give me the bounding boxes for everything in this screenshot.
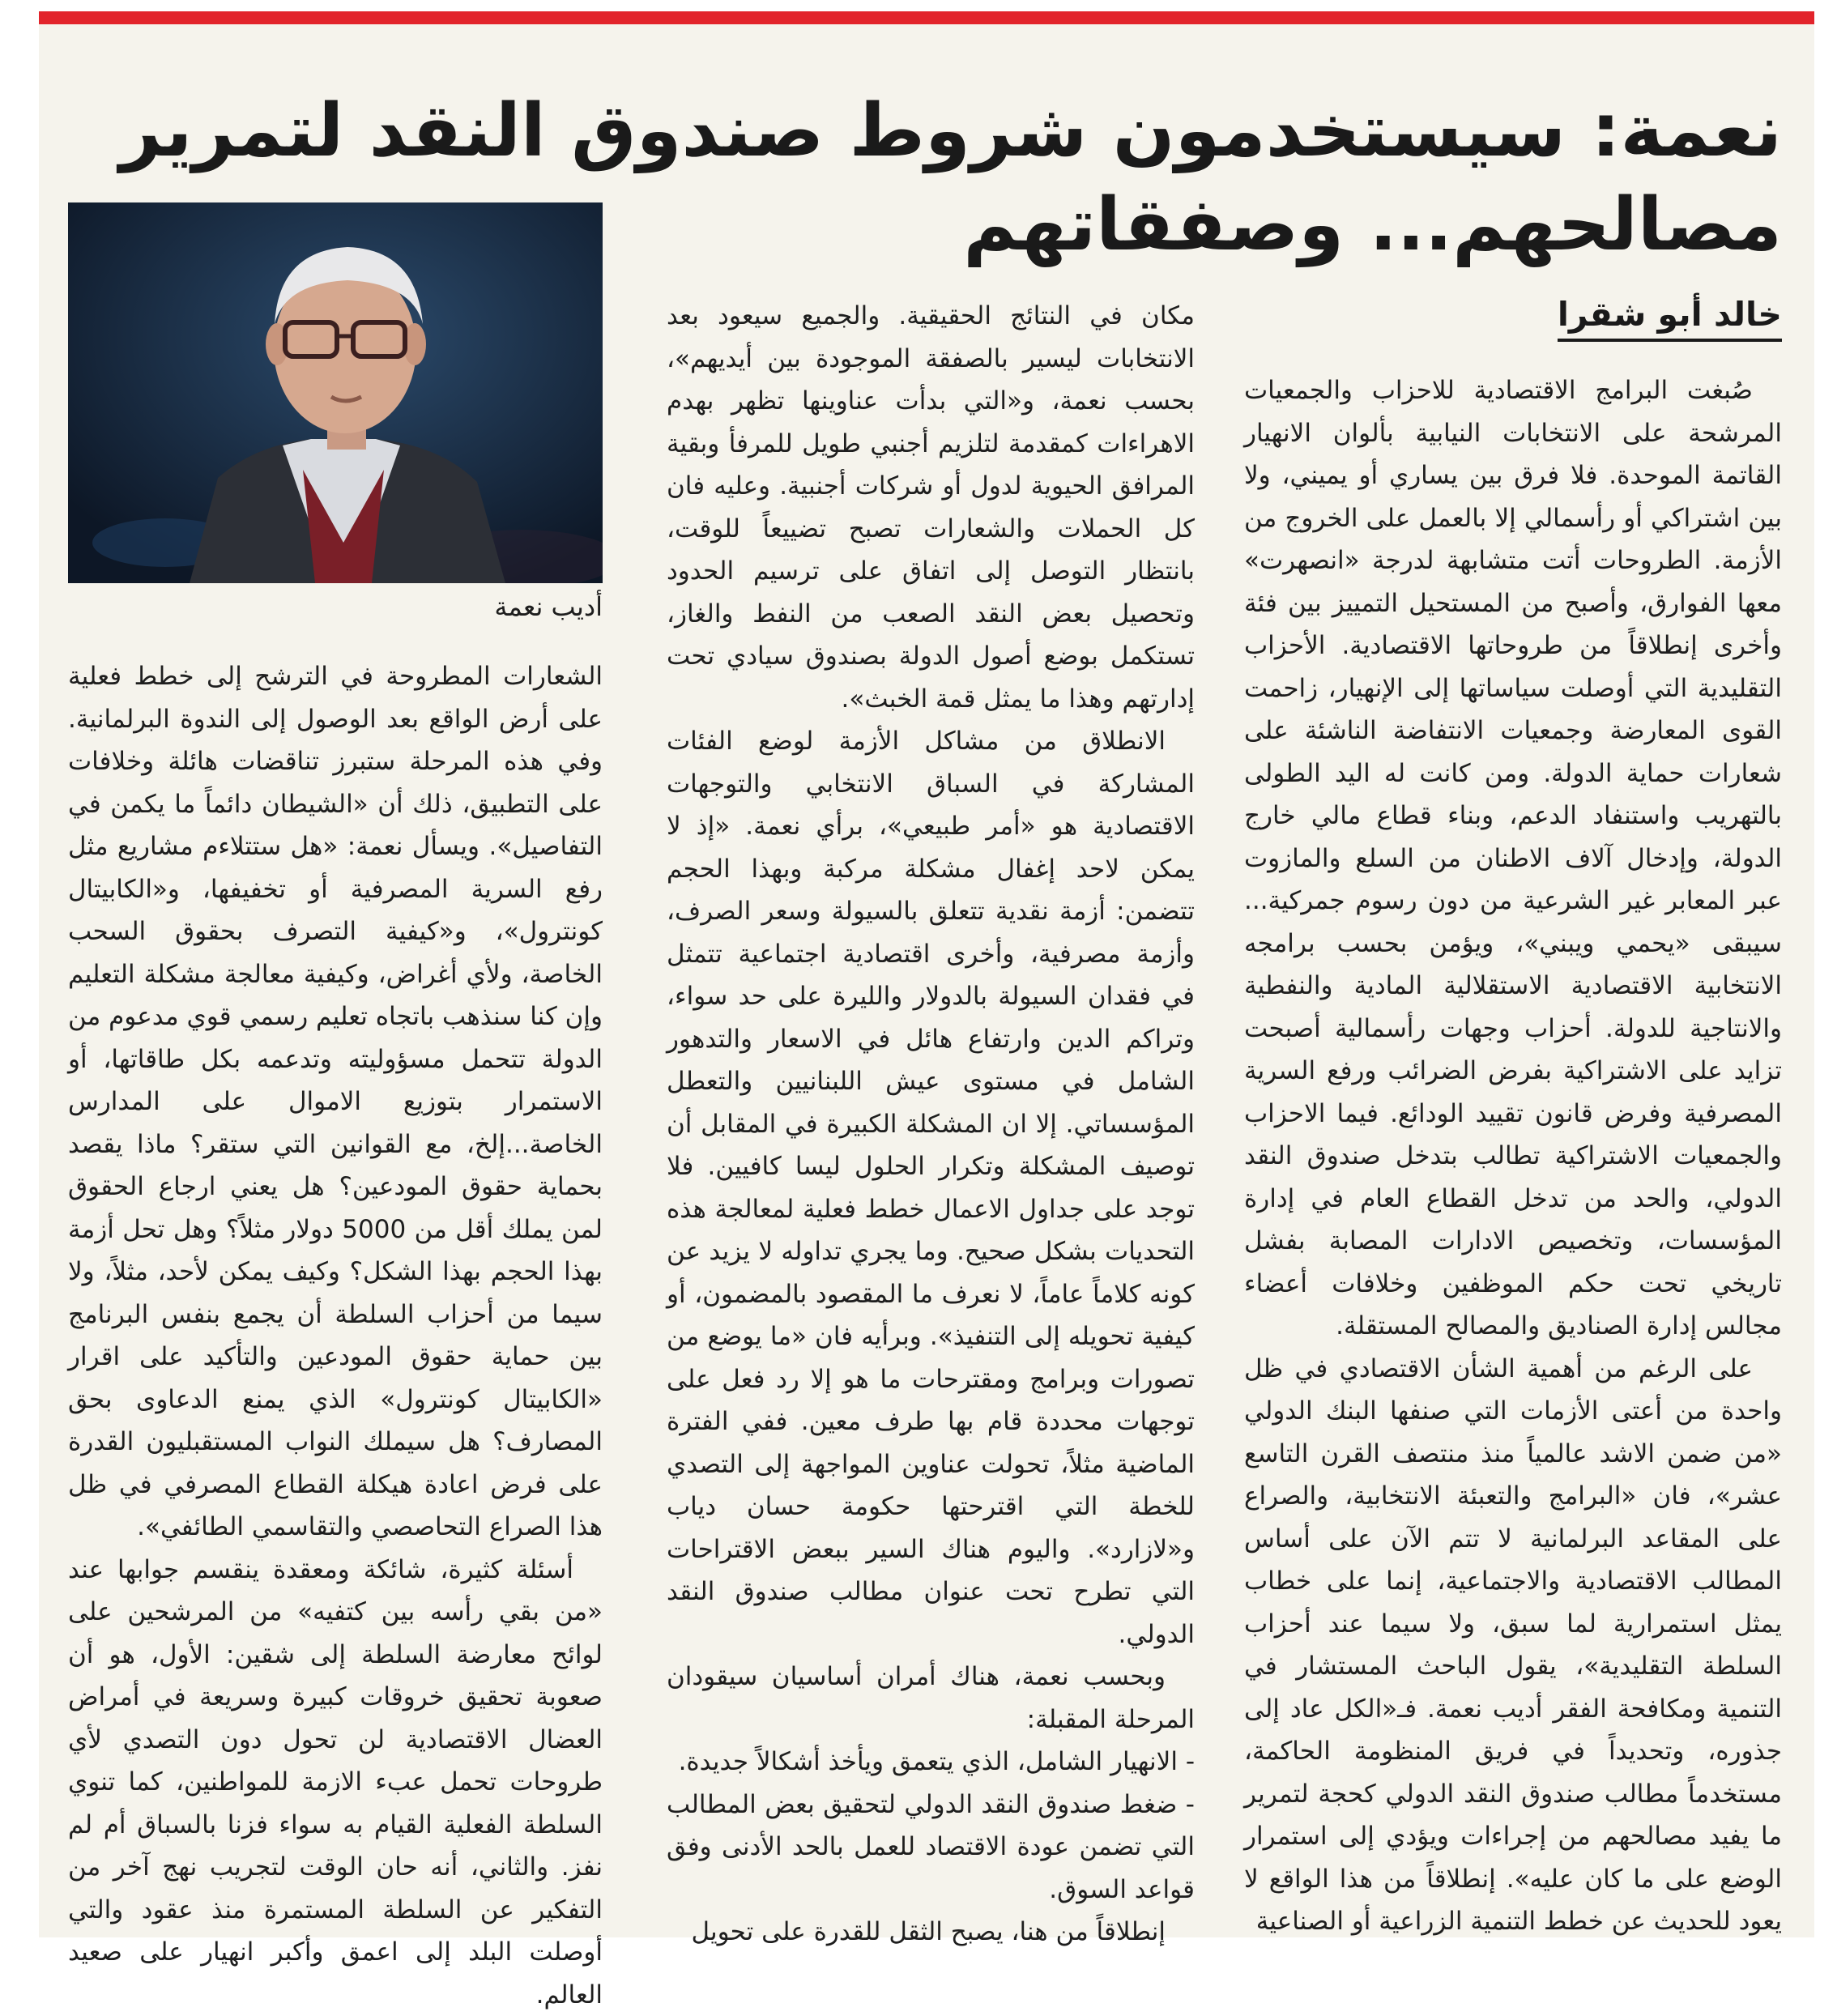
paragraph: أسئلة كثيرة، شائكة ومعقدة ينقسم جوابها عند «من بقي رأسه بين كتفيه» من المرشحين على لوائح معارضة السلطة إلى شقين: الأول، هو أن صعوبة تحقيق خروقات كبيرة وسريعة في أمراض العضال الاقتصادية لن تحول دون التصدي لأي طروحات تحمل عبء الازمة للمواطنين، كما تنوي السلطة الفعلية القيام به سواء فزنا بالسباق أم لم نفز. والثاني، أنه حان الوقت لتجريب نهج آخر من التفكير عن السلطة المستمرة منذ عقود والتي أوصلت البلد إلى اعمق وأكبر انهيار على صعيد العالم. xyxy=(68,1549,603,2016)
paragraph: الانطلاق من مشاكل الأزمة لوضع الفئات المشاركة في السباق الانتخابي والتوجهات الاقتصادية هو «أمر طبيعي»، برأي نعمة. «إذ لا يمكن لاحد إغفال مشكلة مركبة وبهذا الحجم تتضمن: أزمة نقدية تتعلق بالسيولة وسعر الصرف، وأزمة مصرفية، وأخرى اقتصادية اجتماعية تتمثل في فقدان السيولة بالدولار والليرة على حد سواء، وتراكم الدين وارتفاع هائل في الاسعار والتدهور الشامل في مستوى عيش اللبنانيين والتعطل المؤسساتي. إلا ان المشكلة الكبيرة في المقابل أن توصيف المشكلة وتكرار الحلول ليسا كافيين. فلا توجد على جداول الاعمال خطط فعلية لمعالجة هذه التحديات بشكل صحيح. وما يجري تداوله لا يزيد عن كونه كلاماً عاماً، لا نعرف ما المقصود بالمضمون، أو كيفية تحويله إلى التنفيذ». وبرأيه فان «ما يوضع من تصورات وبرامج ومقترحات ما هو إلا رد فعل على توجهات محددة قام بها طرف معين. ففي الفترة الماضية مثلاً، تحولت عناوين المواجهة إلى التصدي للخطة التي اقترحتها حكومة حسان دياب و«لازارد». واليوم هناك السير ببعض الاقتراحات التي تطرح تحت عنوان مطالب صندوق النقد الدولي. xyxy=(667,720,1195,1656)
portrait-photo xyxy=(68,202,603,583)
paragraph: إنطلاقاً من هنا، يصبح الثقل للقدرة على تحويل xyxy=(667,1911,1195,1954)
paragraph: مكان في النتائج الحقيقية. والجميع سيعود بعد الانتخابات ليسير بالصفقة الموجودة بين أيديهم»، بحسب نعمة، و«التي بدأت عناوينها تظهر بهدم الاهراءات كمقدمة لتلزيم أجنبي طويل للمرفأ وبقية المرافق الحيوية لدول أو شركات أجنبية. وعليه فان كل الحملات والشعارات تصبح تضييعاً للوقت، بانتظار التوصل إلى اتفاق على ترسيم الحدود وتحصيل بعض النقد الصعب من النفط والغاز، تستكمل بوضع أصول الدولة بصندوق سيادي تحت إدارتهم وهذا ما يمثل قمة الخبث». xyxy=(667,295,1195,720)
list-item: - الانهيار الشامل، الذي يتعمق ويأخذ أشكالاً جديدة. xyxy=(667,1741,1195,1784)
paragraph: على الرغم من أهمية الشأن الاقتصادي في ظل واحدة من أعتى الأزمات التي صنفها البنك الدولي «من ضمن الاشد عالمياً منذ منتصف القرن التاسع عشر»، فان «البرامج والتعبئة الانتخابية، والصراع على المقاعد البرلمانية لا تتم الآن على أساس المطالب الاقتصادية والاجتماعية، إنما على خطاب يمثل استمرارية لما سبق، ولا سيما عند أحزاب السلطة التقليدية»، يقول الباحث المستشار في التنمية ومكافحة الفقر أديب نعمة. فـ«الكل عاد إلى جذوره، وتحديداً في فريق المنظومة الحاكمة، مستخدماً مطالب صندوق النقد الدولي كحجة لتمرير ما يفيد مصالحهم من إجراءات ويؤدي إلى استمرار الوضع على ما كان عليه». إنطلاقاً من هذا الواقع لا يعود للحديث عن خطط التنمية الزراعية أو الصناعية xyxy=(1244,1348,1782,1943)
article-headline: نعمة: سيستخدمون شروط صندوق النقد لتمرير مصالحهم... وصفقاتهم xyxy=(57,84,1782,272)
top-accent-bar xyxy=(39,11,1814,24)
paragraph: صُبغت البرامج الاقتصادية للاحزاب والجمعيات المرشحة على الانتخابات النيابية بألوان الانهيار القاتمة الموحدة. فلا فرق بين يساري أو يميني، ولا بين اشتراكي أو رأسمالي إلا بالعمل على الخروج من الأزمة. الطروحات أتت متشابهة لدرجة «انصهرت» معها الفوارق، وأصبح من المستحيل التمييز بين فئة وأخرى إنطلاقاً من طروحاتها الاقتصادية. الأحزاب التقليدية التي أوصلت سياساتها إلى الإنهيار، زاحمت القوى المعارضة وجمعيات الانتفاضة الناشئة على شعارات حماية الدولة. ومن كانت له اليد الطولى بالتهريب واستنفاد الدعم، وبناء قطاع مالي خارج الدولة، وإدخال آلاف الاطنان من السلع والمازوت عبر المعابر غير الشرعية من دون رسوم جمركية... سيبقى «يحمي ويبني»، ويؤمن بحسب برامجه الانتخابية الاقتصادية الاستقلالية المادية والنفطية والانتاجية للدولة. أحزاب وجهات رأسمالية أصبحت تزايد على الاشتراكية بفرض الضرائب ورفع السرية المصرفية وفرض قانون تقييد الودائع. فيما الاحزاب والجمعيات الاشتراكية تطالب بتدخل صندوق النقد الدولي، والحد من تدخل القطاع العام في إدارة المؤسسات، وتخصيص الادارات المصابة بفشل تاريخي تحت حكم الموظفين وخلافات أعضاء مجالس إدارة الصناديق والمصالح المستقلة. xyxy=(1244,369,1782,1348)
portrait-photo-icon xyxy=(68,202,603,583)
article-column-2 xyxy=(667,295,1195,1954)
author-byline: خالد أبو شقرا xyxy=(1558,295,1782,342)
photo-caption: أديب نعمة xyxy=(68,591,603,622)
article-column-3 xyxy=(68,655,603,2016)
article-column-1 xyxy=(1244,369,1782,1943)
newspaper-page xyxy=(39,11,1814,1937)
paragraph: الشعارات المطروحة في الترشح إلى خطط فعلية على أرض الواقع بعد الوصول إلى الندوة البرلمانية. وفي هذه المرحلة ستبرز تناقضات هائلة وخلافات على التطبيق، ذلك أن «الشيطان دائماً ما يكمن في التفاصيل». ويسأل نعمة: «هل ستتلاءم مشاريع مثل رفع السرية المصرفية أو تخفيفها، و«الكابيتال كونترول»، و«كيفية التصرف بحقوق السحب الخاصة، ولأي أغراض، وكيفية معالجة مشكلة التعليم وإن كنا سنذهب باتجاه تعليم رسمي قوي مدعوم من الدولة تتحمل مسؤوليته وتدعمه بكل طاقاتها، أو الاستمرار بتوزيع الاموال على المدارس الخاصة...إلخ، مع القوانين التي ستقر؟ ماذا يقصد بحماية حقوق المودعين؟ هل يعني ارجاع الحقوق لمن يملك أقل من 5000 دولار مثلاً؟ وهل تحل أزمة بهذا الحجم بهذا الشكل؟ وكيف يمكن لأحد، مثلاً، ولا سيما من أحزاب السلطة أن يجمع بنفس البرنامج بين حماية حقوق المودعين والتأكيد على اقرار «الكابيتال كونترول» الذي يمنع الدعاوى بحق المصارف؟ هل سيملك النواب المستقبليون القدرة على فرض اعادة هيكلة القطاع المصرفي في ظل هذا الصراع التحاصصي والتقاسمي الطائفي». xyxy=(68,655,603,1549)
paragraph: وبحسب نعمة، هناك أمران أساسيان سيقودان المرحلة المقبلة: xyxy=(667,1656,1195,1741)
list-item: - ضغط صندوق النقد الدولي لتحقيق بعض المطالب التي تضمن عودة الاقتصاد للعمل بالحد الأدنى وفق قواعد السوق. xyxy=(667,1784,1195,1912)
